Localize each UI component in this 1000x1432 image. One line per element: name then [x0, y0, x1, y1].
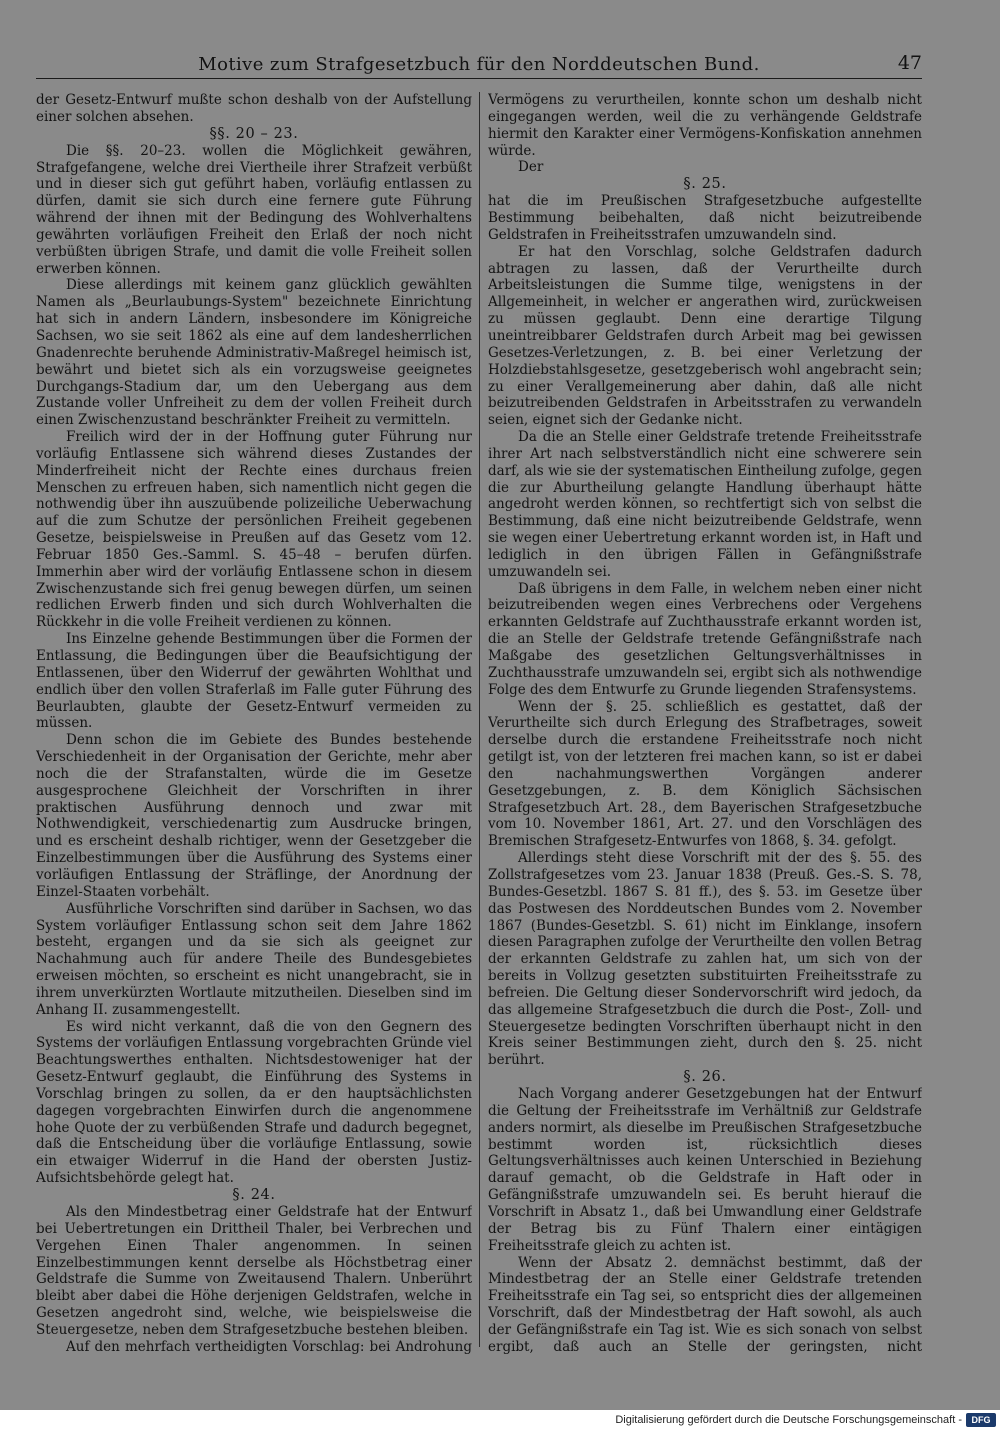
digitization-footer: [0, 1410, 1000, 1432]
paragraph: Es wird nicht verkannt, daß die von den Gegnern des Systems der vorläufigen Entlassung vorgebrachten Gründe viel Beachtungswerthes enthalten. Nichtsdestoweniger hat der Gesetz-Entwurf geglaubt, die Einführung des Systems in Vorschlag bringen zu sollen, da er den hauptsächlichsten dagegen vorgebrachten Einwirfen durch die angenommene hohe Quote der zu verbüßenden Strafe und dadurch begegnet, daß die Entscheidung über die vorläufige Entlassung, sowie ein etwaiger Widerruf in die Hand der obersten Justiz-Aufsichtsbehörde gelegt hat.: [36, 1018, 472, 1187]
paragraph: Ins Einzelne gehende Bestimmungen über die Formen der Entlassung, die Bedingungen über die Beaufsichtigung der Entlassenen, über den Widerruf der gewährten Wohlthat und endlich über den vollen Straferlaß im Falle guter Führung des Beurlaubten, glaubte der Gesetz-Entwurf vermeiden zu müssen.: [36, 631, 472, 732]
right-text-column: [488, 92, 922, 1354]
paragraph: Nach Vorgang anderer Gesetzgebungen hat der Entwurf die Geltung der Freiheitsstrafe im Verhältniß zur Geldstrafe anders normirt, als dieselbe im Preußischen Strafgesetzbuche bestimmt worden ist, rücksichtlich dieses Geltungsverhältnisses auch keinen Unterschied in Beziehung darauf gemacht, ob die Geldstrafe in Haft oder in Gefängnißstrafe umzuwandeln sei. Es beruht hierauf die Vorschrift in Absatz 1., daß bei Umwandlung einer Geldstrafe der Betrag bis zu Fünf Thalern einer eintägigen Freiheitsstrafe gleich zu achten ist.: [488, 1086, 922, 1254]
paragraph: Als den Mindestbetrag einer Geldstrafe hat der Entwurf bei Uebertretungen ein Drittheil Thaler, bei Verbrechen und Vergehen Einen Thaler angenommen. In seinen Einzelbestimmungen kennt derselbe als Höchstbetrag einer Geldstrafe die Summe von Zweitausend Thalern. Unberührt bleibt aber dabei die Höhe derjenigen Geldstrafen, welche in Gesetzen angedroht sind, welche, wie beispielsweise die Steuergesetze, neben dem Strafgesetzbuche bestehen bleiben.: [36, 1204, 472, 1338]
paragraph: Daß übrigens in dem Falle, in welchem neben einer nicht beizutreibenden wegen eines Verbrechens oder Vergehens erkannten Geldstrafe auf Zuchthausstrafe erkannt worden ist, die an Stelle der Geldstrafe tretende Gefängnißstrafe nach Maßgabe des gesetzlichen Geltungsverhältnisses in Zuchthausstrafe umzuwandeln sei, ergibt sich als nothwendige Folge des dem Entwurfe zu Grunde liegenden Strafensystems.: [488, 580, 922, 698]
paragraph: Ausführliche Vorschriften sind darüber in Sachsen, wo das System vorläufiger Entlassung schon seit dem Jahre 1862 besteht, ergangen und da sie sich als geeignet zur Nachahmung auch für andere Theile des Bundesgebietes erweisen möchten, so erscheint es nicht unangebracht, sie in ihrem unverkürzten Wortlaute mitzutheilen. Dieselben sind im Anhang II. zusammengestellt.: [36, 900, 472, 1018]
paragraph: Er hat den Vorschlag, solche Geldstrafen dadurch abtragen zu lassen, daß der Verurtheilte durch Arbeitsleistungen die Summe tilge, wenigstens in der Allgemeinheit, in welcher er angerathen wird, zurückweisen zu müssen geglaubt. Denn eine derartige Tilgung uneintreibbarer Geldstrafen durch Arbeit mag bei gewissen Gesetzes-Verletzungen, z. B. bei einer Verletzung der Holzdiebstahlsgesetze, gesetzgeberisch wohl angebracht sein; zu einer Verallgemeinerung aber dahin, daß alle nicht beizutreibenden Geldstrafen in Arbeitsstrafen zu verwandeln seien, eignet sich der Gedanke nicht.: [488, 243, 922, 429]
paragraph: Da die an Stelle einer Geldstrafe tretende Freiheitsstrafe ihrer Art nach selbstverständlich nicht eine schwerere sein darf, als wie sie der systematischen Eintheilung zufolge, gegen die zur Aburtheilung gelangte Handlung überhaupt hätte angedroht werden können, so rechtfertigt sich von selbst die Bestimmung, daß eine nicht beizutreibende Geldstrafe, wenn sie wegen einer Uebertretung erkannt worden ist, in Haft und lediglich in den übrigen Fällen in Gefängnißstrafe umzuwandeln sei.: [488, 429, 922, 580]
paragraph: der Gesetz-Entwurf mußte schon deshalb von der Aufstellung einer solchen absehen.: [36, 92, 472, 125]
column-divider: [479, 92, 480, 1347]
left-text-column: [36, 92, 472, 1354]
section-heading: §. 26.: [683, 1069, 727, 1086]
paragraph: Vermögens zu verurtheilen, konnte schon um deshalb nicht eingegangen werden, weil die zu verhängende Geldstrafe hiermit den Karakter einer Vermögens-Konfiskation annehmen würde.: [488, 92, 922, 159]
paragraph: Der: [518, 159, 544, 176]
funding-credit: Digitalisierung gefördert durch die Deutsche Forschungsgemeinschaft -: [615, 1414, 962, 1426]
paragraph: Wenn der Absatz 2. demnächst bestimmt, daß der Mindestbetrag der an Stelle einer Geldstrafe tretenden Freiheitsstrafe ein Tag sei, so entspricht dies der allgemeinen Vorschrift, daß der Mindestbetrag der Haft sowohl, als auch der Gefängnißstrafe ein Tag ist. Wie es sich sonach von selbst ergibt, daß auch an Stelle der geringsten, nicht: [488, 1254, 922, 1354]
section-heading: §§. 20 – 23.: [209, 125, 299, 142]
page-number: 47: [897, 52, 922, 74]
paragraph: Freilich wird der in der Hoffnung guter Führung nur vorläufig Entlassene sich während dieses Zustandes der Minderfreiheit nicht der Rechte eines durchaus freien Menschen zu erfreuen haben, sich namentlich nicht gegen die nothwendig über ihn auszuübende polizeiliche Ueberwachung auf die zum Schutze der persönlichen Freiheit gegebenen Gesetze, beispielsweise in Preußen auf das Gesetz vom 12. Februar 1850 Ges.-Samml. S. 45–48 – berufen dürfen. Immerhin aber wird der vorläufig Entlassene schon in diesem Zwischenzustande sich frei genug bewegen dürfen, um seinen redlichen Erwerb finden und sich durch Wohlverhalten die Rückkehr in die volle Freiheit verdienen zu können.: [36, 429, 472, 631]
running-header-title: Motive zum Strafgesetzbuch für den Norddeutschen Bund.: [198, 54, 760, 75]
paragraph: Die §§. 20–23. wollen die Möglichkeit gewähren, Strafgefangene, welche drei Viertheile ihrer Strafzeit verbüßt und in dieser sich gut geführt haben, vorläufig entlassen zu dürfen, damit sie sich durch eine fernere gute Führung während der ihnen mit der Bedingung des Wohlverhaltens gewährten vorläufigen Freiheit den Erlaß der noch nicht verbüßten übrigen Strafe, und damit die volle Freiheit sollen erwerben können.: [36, 142, 472, 277]
paragraph: Allerdings steht diese Vorschrift mit der des §. 55. des Zollstrafgesetzes vom 23. Januar 1838 (Preuß. Ges.-S. S. 78, Bundes-Gesetzbl. 1867 S. 81 ff.), des §. 53. im Gesetze über das Postwesen des Norddeutschen Bundes vom 2. November 1867 (Bundes-Gesetzbl. S. 61) nicht im Einklange, insofern diesen Paragraphen zufolge der Verurtheilte den vollen Betrag der erkannten Geldstrafe zu zahlen hat, um sich von der bereits in Vollzug gesetzten substituirten Freiheitsstrafe zu befreien. Die Geltung dieser Sondervorschrift wird jedoch, da das allgemeine Strafgesetzbuch die durch die Post-, Zoll- und Steuergesetze bedingten Vorschriften überhaupt nicht in den Kreis seiner Bestimmungen zieht, durch den §. 25. nicht berührt.: [488, 850, 922, 1069]
paragraph: Denn schon die im Gebiete des Bundes bestehende Verschiedenheit in der Organisation der Gerichte, mehr aber noch die der Strafanstalten, würde die im Gesetze ausgesprochene Gleichheit der Vorschriften in ihrer praktischen Ausführung dennoch und zwar mit Nothwendigkeit, verschiedenartig zum Ausdrucke bringen, und es erscheint deshalb richtiger, wenn der Gesetzgeber die Einzelbestimmungen über die Ausführung des Systems einer vorläufigen Entlassung der Sträflinge, der Anordnung der Einzel-Staaten vorbehält.: [36, 732, 472, 900]
paragraph: hat die im Preußischen Strafgesetzbuche aufgestellte Bestimmung beibehalten, daß nicht beizutreibende Geldstrafen in Freiheitsstrafen umzuwandeln sind.: [488, 193, 922, 243]
paragraph: Diese allerdings mit keinem ganz glücklich gewählten Namen als „Beurlaubungs-System" bezeichnete Einrichtung hat sich in andern Ländern, insbesondere im Königreiche Sachsen, wo sie seit 1862 als eine auf dem landesherrlichen Gnadenrechte beruhende Administrativ-Maßregel heimisch ist, bewährt und bietet sich als ein vorzugsweise geeignetes Durchgangs-Stadium dar, um den Uebergang aus dem Zustande voller Unfreiheit zu dem der vollen Freiheit durch einen Zwischenzustand beschränkter Freiheit zu vermitteln.: [36, 277, 472, 429]
section-heading: §. 24.: [232, 1187, 276, 1203]
running-header: [36, 48, 922, 79]
paragraph: Wenn der §. 25. schließlich es gestattet, daß der Verurtheilte sich durch Erlegung des Strafbetrages, soweit derselbe durch die erstandene Freiheitsstrafe noch nicht getilgt ist, von der letzteren frei machen kann, so ist er dabei den nachahmungswerthen Vorgängen anderer Gesetzgebungen, z. B. dem Königlich Sächsischen Strafgesetzbuch Art. 28., dem Bayerischen Strafgesetzbuche vom 10. November 1861, Art. 27. und den Vorschlägen des Bremischen Strafgesetz-Entwurfes von 1868, §. 34. gefolgt.: [488, 698, 922, 850]
section-heading: §. 25.: [683, 176, 727, 193]
dfg-logo: DFG: [966, 1413, 996, 1427]
paragraph: Auf den mehrfach vertheidigten Vorschlag: bei Androhung: [66, 1338, 472, 1354]
